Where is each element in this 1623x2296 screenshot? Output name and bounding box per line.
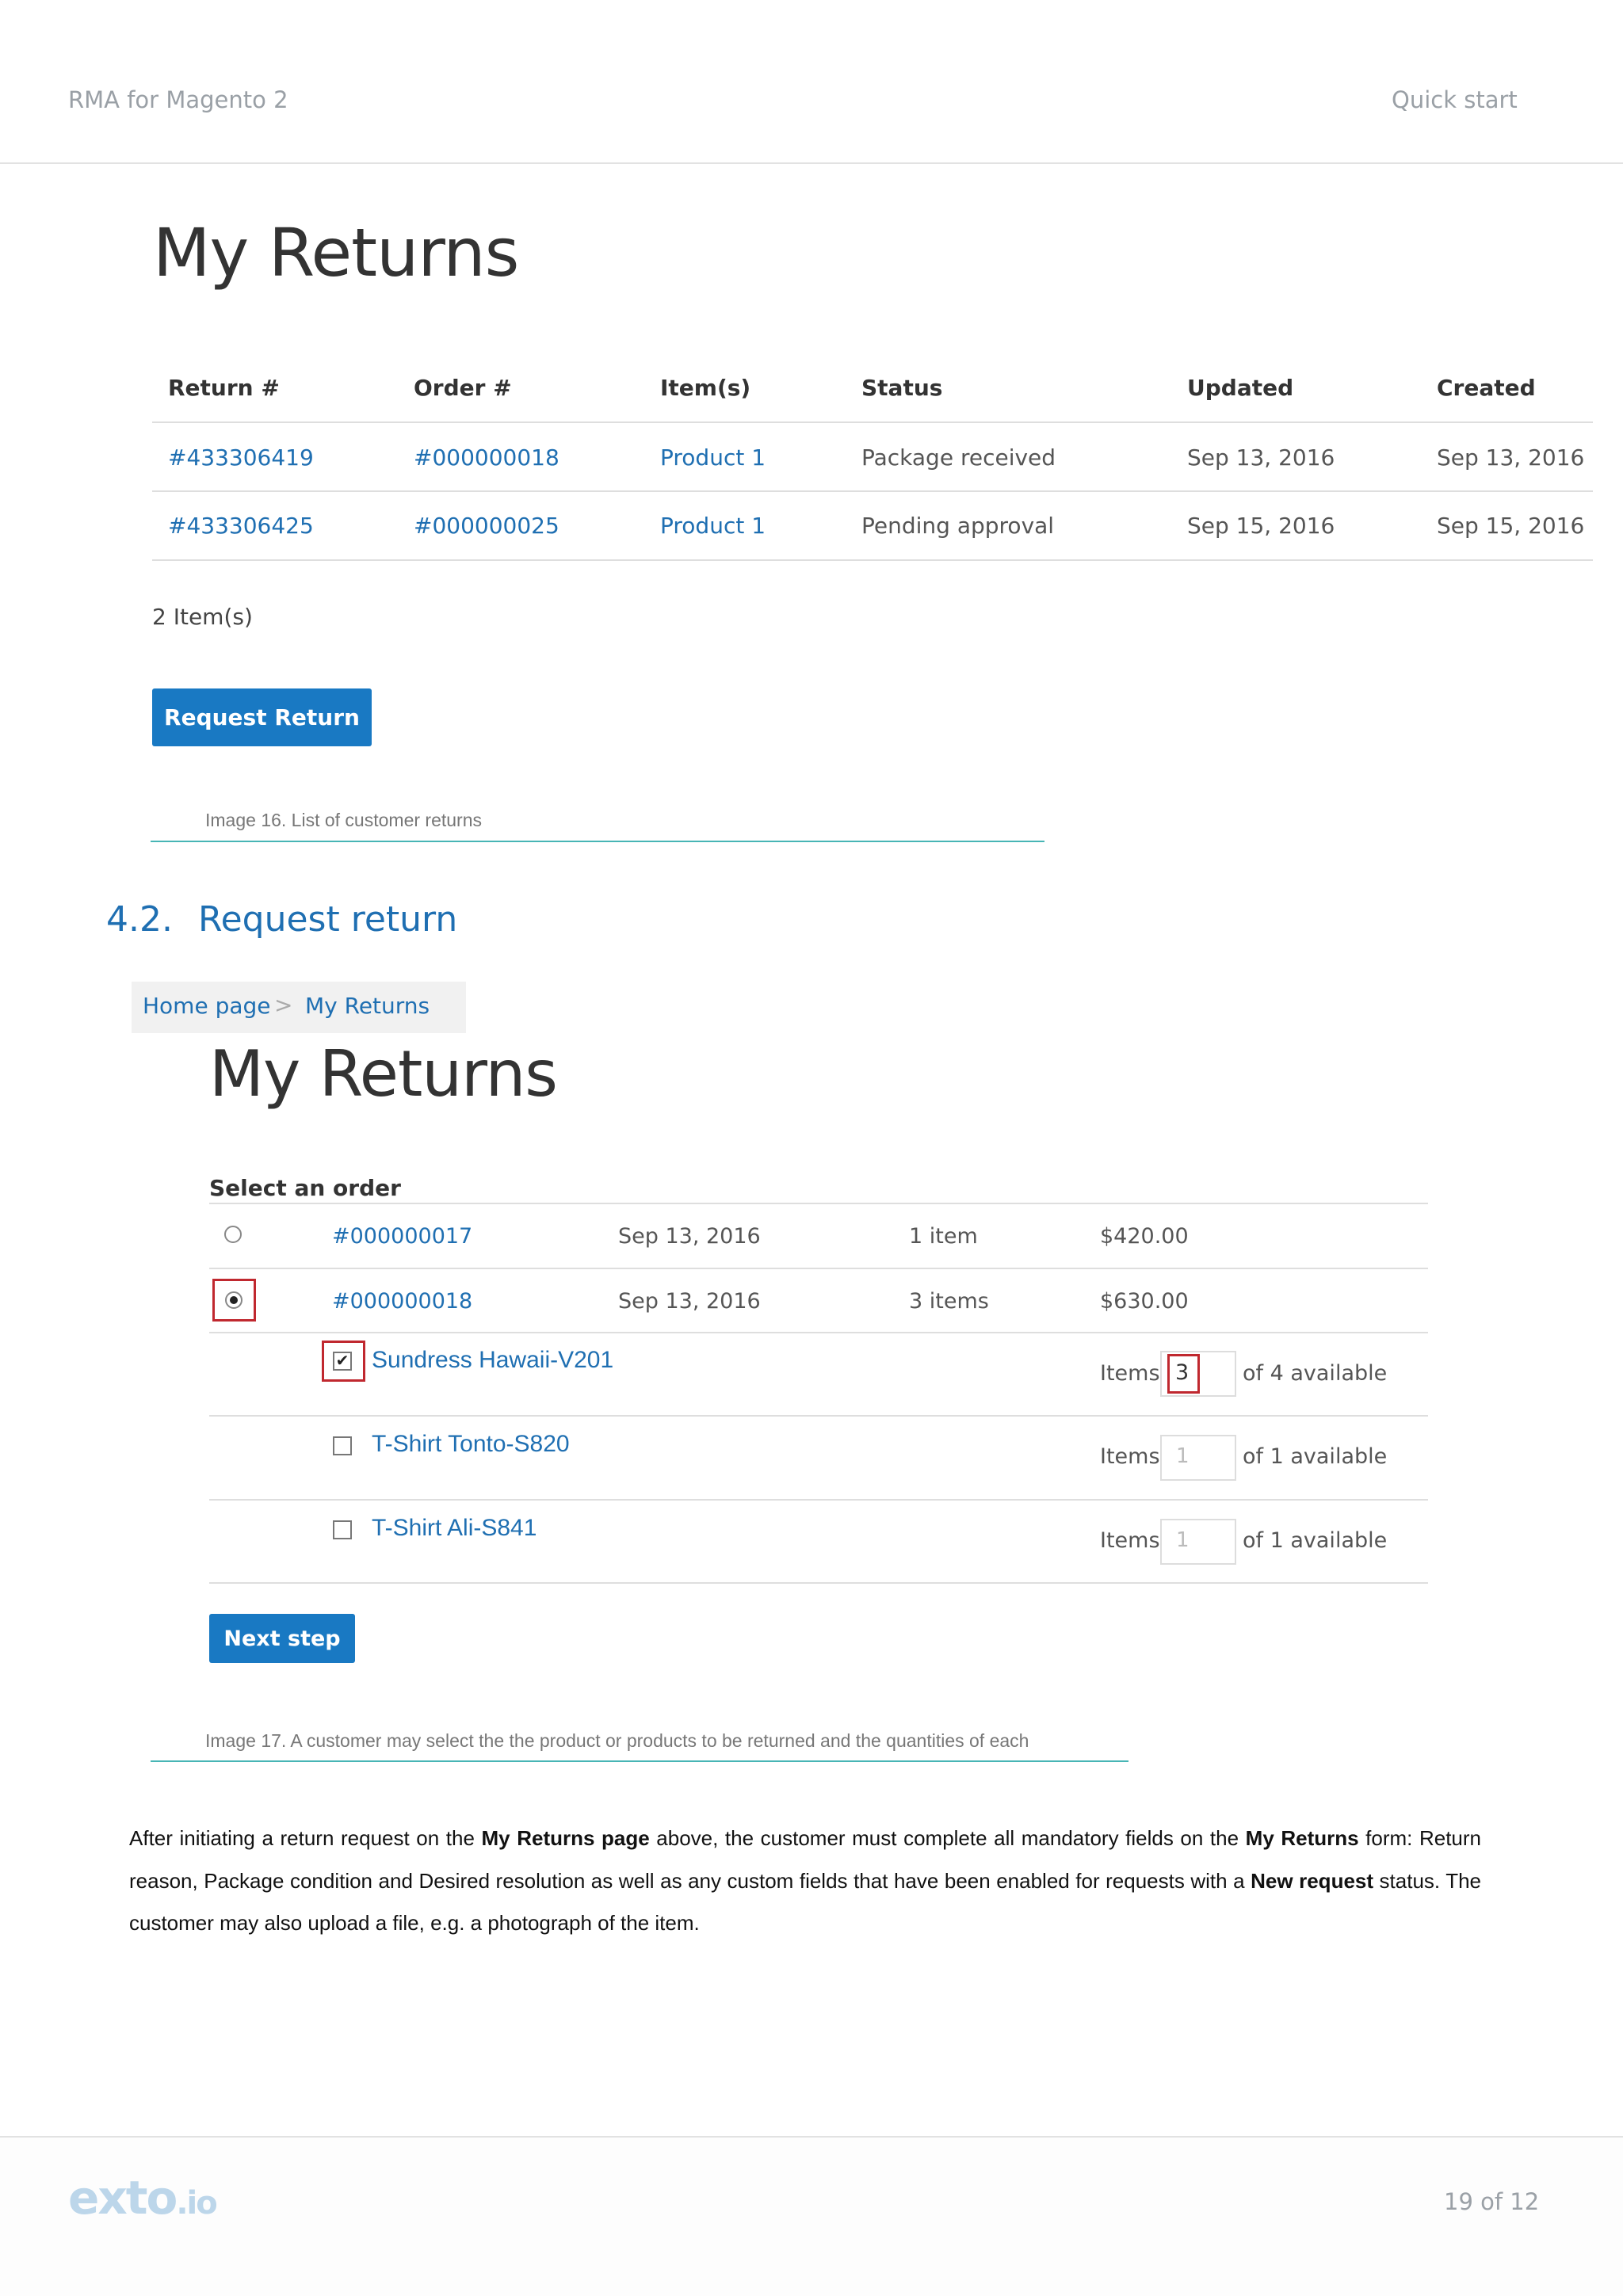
- paragraph-bold: My Returns: [1245, 1826, 1359, 1850]
- logo-suffix: .io: [176, 2185, 216, 2222]
- available-text: of 1 available: [1243, 1444, 1388, 1469]
- order-link[interactable]: #000000025: [414, 513, 559, 539]
- col-created: Created: [1437, 375, 1536, 401]
- body-paragraph: [129, 1817, 1481, 1945]
- order-link[interactable]: #000000018: [414, 444, 559, 471]
- qty-input[interactable]: 1: [1160, 1435, 1236, 1481]
- table-divider: [152, 421, 1593, 423]
- paragraph-text: above, the customer must complete all mandatory fields on the: [649, 1826, 1246, 1850]
- col-items: Item(s): [660, 375, 751, 401]
- items-label: Items: [1100, 1361, 1160, 1386]
- section-title: Request return: [198, 899, 458, 940]
- product-checkbox[interactable]: [333, 1436, 352, 1455]
- breadcrumb-current[interactable]: My Returns: [305, 993, 430, 1019]
- items-label: Items: [1100, 1528, 1160, 1553]
- paragraph-bold: New request: [1251, 1868, 1374, 1893]
- return-link[interactable]: #433306425: [168, 513, 314, 539]
- breadcrumb-separator: >: [274, 992, 293, 1018]
- logo-main: exto: [68, 2171, 177, 2225]
- paragraph-text: form: Return reason, Package condition and Desired resolution as well as any custom fields that have been enabled for requests with a: [129, 1826, 1482, 1893]
- items-count: 2 Item(s): [152, 604, 253, 630]
- table-divider: [209, 1415, 1428, 1417]
- items-label: Items: [1100, 1444, 1160, 1469]
- return-link[interactable]: #433306419: [168, 444, 314, 471]
- col-return: Return #: [168, 375, 280, 401]
- header-divider: [0, 162, 1623, 164]
- order-radio[interactable]: [224, 1226, 242, 1243]
- table-divider: [209, 1268, 1428, 1269]
- col-order: Order #: [414, 375, 512, 401]
- updated-date: Sep 15, 2016: [1187, 513, 1335, 539]
- caption-underline: [151, 841, 1044, 842]
- product-checkbox[interactable]: [333, 1520, 352, 1539]
- breadcrumb-home[interactable]: Home page: [143, 993, 271, 1019]
- order-radio[interactable]: [225, 1291, 242, 1309]
- footer-band: [0, 2138, 1623, 2296]
- returns-list-title: My Returns: [153, 214, 519, 292]
- order-date: Sep 13, 2016: [618, 1289, 761, 1314]
- exto-logo: [68, 2171, 216, 2225]
- product-name[interactable]: T-Shirt Ali-S841: [372, 1515, 537, 1541]
- paragraph-text: status. The customer may also upload a file, e.g. a photograph of the item.: [129, 1868, 1481, 1935]
- updated-date: Sep 13, 2016: [1187, 444, 1335, 471]
- return-status: Pending approval: [861, 513, 1055, 539]
- paragraph-bold: My Returns page: [481, 1826, 650, 1850]
- doc-title: RMA for Magento 2: [68, 86, 288, 113]
- next-step-button[interactable]: Next step: [209, 1614, 355, 1663]
- available-text: of 1 available: [1243, 1528, 1388, 1553]
- table-divider: [209, 1499, 1428, 1501]
- product-name[interactable]: T-Shirt Tonto-S820: [372, 1431, 570, 1457]
- order-date: Sep 13, 2016: [618, 1224, 761, 1249]
- order-item-count: 3 items: [909, 1289, 989, 1314]
- qty-value: 3: [1175, 1360, 1190, 1385]
- col-status: Status: [861, 375, 943, 401]
- created-date: Sep 13, 2016: [1437, 444, 1585, 471]
- product-name[interactable]: Sundress Hawaii-V201: [372, 1347, 614, 1373]
- order-link[interactable]: #000000018: [332, 1289, 473, 1314]
- doc-section: Quick start: [1392, 86, 1518, 113]
- table-divider: [152, 559, 1593, 561]
- paragraph-text: After initiating a return request on the: [129, 1826, 482, 1850]
- table-divider: [209, 1332, 1428, 1333]
- section-number: 4.2.: [106, 899, 173, 940]
- image-caption: Image 17. A customer may select the the product or products to be returned and the quantities of each: [205, 1730, 1029, 1751]
- table-divider: [209, 1203, 1428, 1204]
- request-return-button[interactable]: Request Return: [152, 688, 372, 746]
- order-total: $420.00: [1100, 1224, 1189, 1249]
- available-text: of 4 available: [1243, 1361, 1388, 1386]
- order-link[interactable]: #000000017: [332, 1224, 473, 1249]
- col-updated: Updated: [1187, 375, 1294, 401]
- table-divider: [152, 490, 1593, 492]
- select-order-label: Select an order: [209, 1175, 401, 1201]
- product-link[interactable]: Product 1: [660, 513, 766, 539]
- product-link[interactable]: Product 1: [660, 444, 766, 471]
- qty-input[interactable]: 1: [1160, 1519, 1236, 1565]
- table-divider: [209, 1582, 1428, 1584]
- return-status: Package received: [861, 444, 1056, 471]
- order-item-count: 1 item: [909, 1224, 978, 1249]
- page-number: 19 of 12: [1444, 2188, 1540, 2215]
- image-caption: Image 16. List of customer returns: [205, 810, 482, 830]
- caption-underline: [151, 1760, 1128, 1762]
- created-date: Sep 15, 2016: [1437, 513, 1585, 539]
- request-form-title: My Returns: [209, 1037, 557, 1111]
- product-checkbox[interactable]: ✔: [333, 1352, 352, 1371]
- order-total: $630.00: [1100, 1289, 1189, 1314]
